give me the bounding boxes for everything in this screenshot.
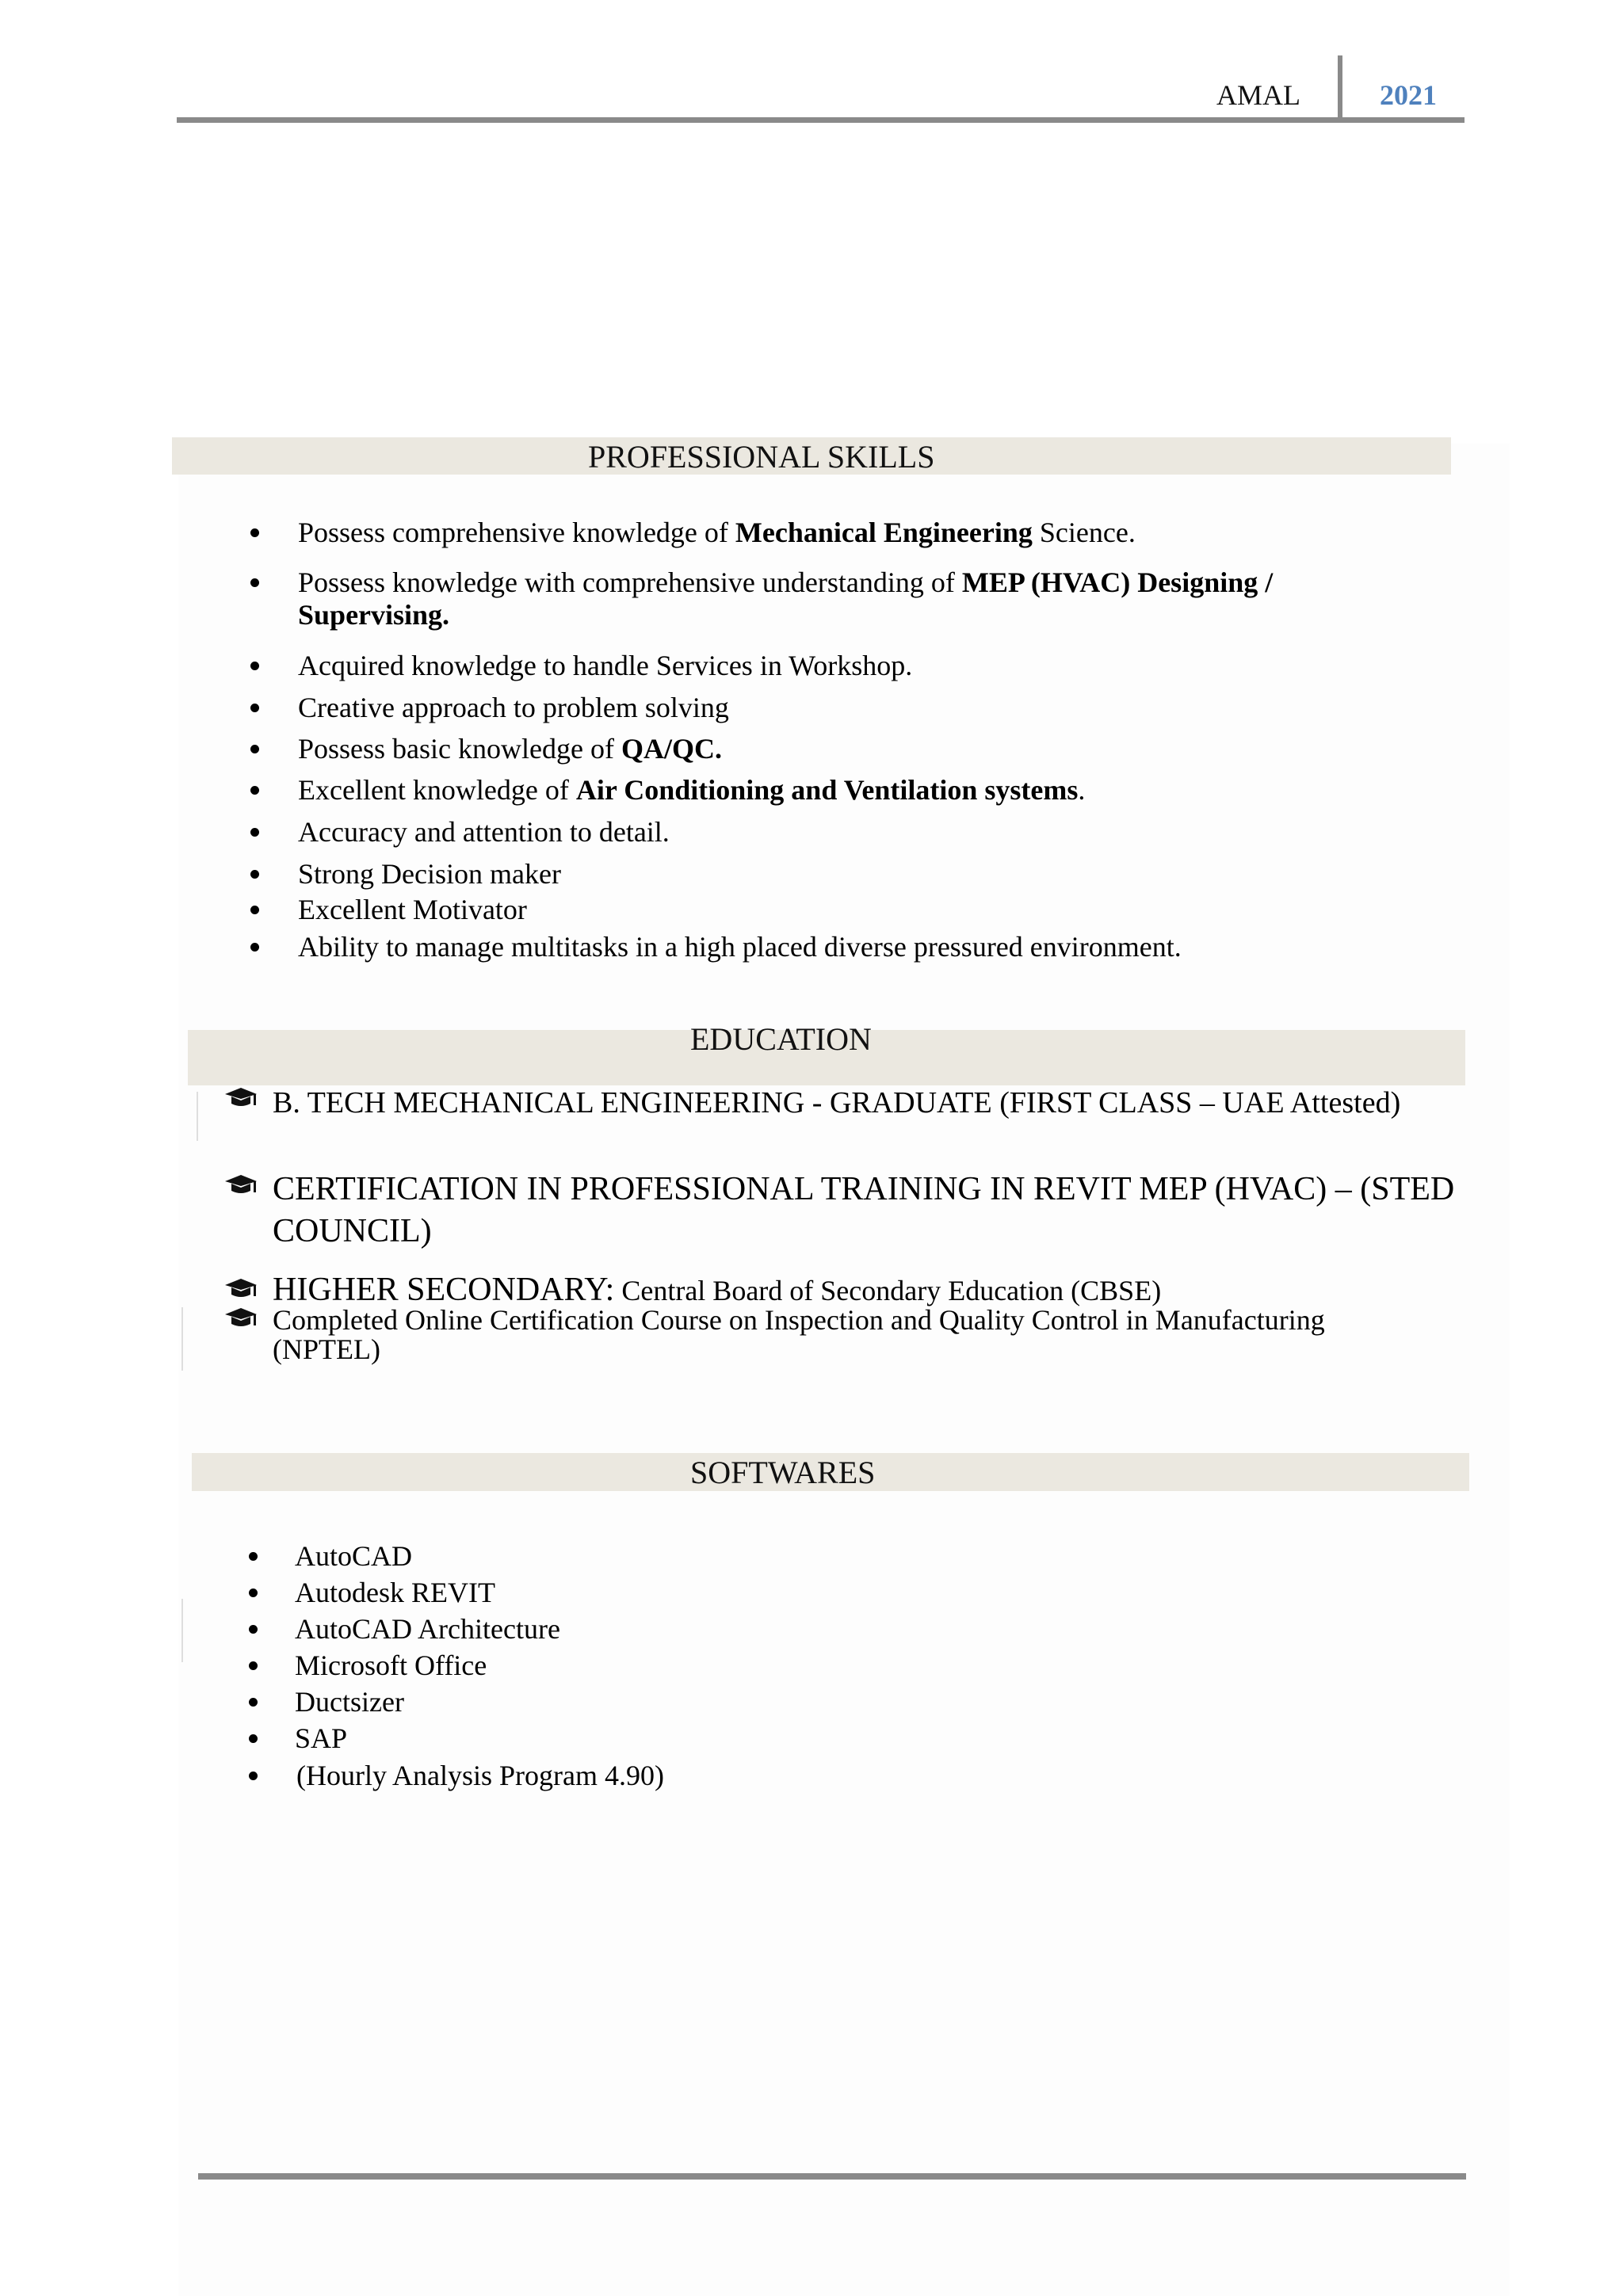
education-text: CERTIFICATION IN PROFESSIONAL TRAINING IN REVIT MEP (HVAC) – (STED: [273, 1171, 1455, 1207]
bullet-dot: [250, 704, 259, 712]
graduation-cap-icon: [223, 1173, 258, 1197]
bullet-dot: [249, 1772, 258, 1780]
education-text: HIGHER SECONDARY: Central Board of Secondary Education (CBSE): [273, 1272, 1162, 1308]
bullet-dot: [250, 786, 259, 795]
header-rule: [177, 117, 1465, 123]
bullet-dot: [249, 1698, 258, 1707]
education-text: Completed Online Certification Course on Inspection and Quality Control in Manufacturing: [273, 1304, 1325, 1336]
bullet-dot: [249, 1734, 258, 1743]
professional-skills-title: PROFESSIONAL SKILLS: [588, 439, 935, 475]
bullet-dot: [250, 528, 259, 537]
bullet-dot: [250, 870, 259, 879]
bullet-dot: [250, 662, 259, 670]
bullet-dot: [250, 578, 259, 587]
header-divider: [1338, 55, 1342, 119]
divider: [197, 1092, 198, 1141]
bullet-dot: [250, 828, 259, 837]
graduation-cap-icon: [223, 1306, 258, 1330]
education-title: EDUCATION: [690, 1021, 872, 1057]
bullet-dot: [250, 943, 259, 952]
softwares-title: SOFTWARES: [690, 1455, 876, 1490]
bullet-dot: [249, 1552, 258, 1561]
divider: [181, 1307, 183, 1371]
bullet-dot: [249, 1589, 258, 1597]
education-text-continuation: COUNCIL): [273, 1213, 432, 1249]
header-year: 2021: [1380, 79, 1437, 111]
bullet-dot: [250, 906, 259, 914]
graduation-cap-icon: [223, 1086, 258, 1110]
graduation-cap-icon: [223, 1277, 258, 1301]
divider: [181, 1599, 183, 1662]
education-text: B. TECH MECHANICAL ENGINEERING - GRADUATE (FIRST CLASS – UAE Attested): [273, 1086, 1401, 1119]
footer-rule: [198, 2173, 1466, 2180]
education-text-continuation: (NPTEL): [273, 1333, 380, 1365]
bullet-dot: [249, 1661, 258, 1670]
header-name: AMAL: [1216, 79, 1300, 111]
bullet-dot: [249, 1625, 258, 1634]
bullet-dot: [250, 745, 259, 753]
